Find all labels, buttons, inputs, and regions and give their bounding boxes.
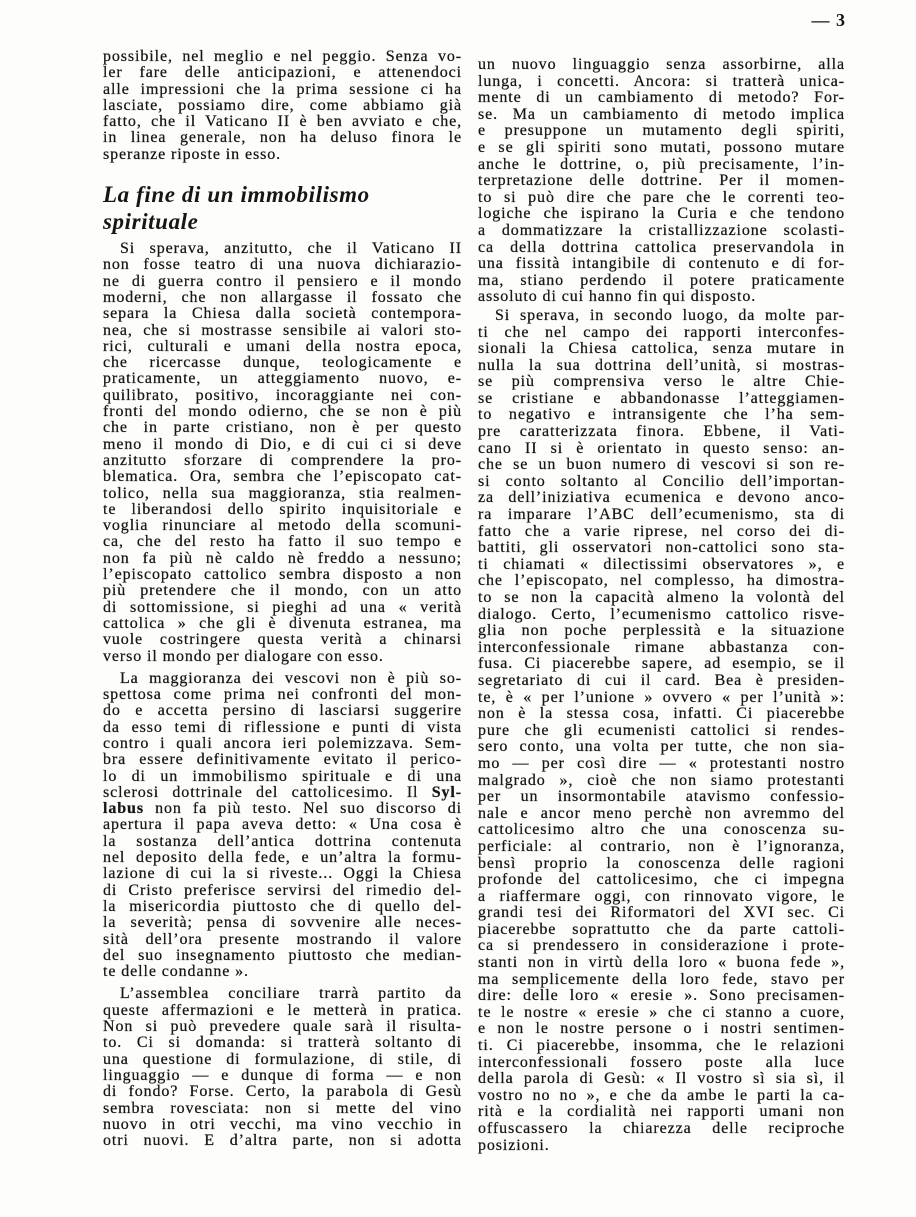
text-line: contro i quali ancora ieri polemizzava. Sem- bbox=[103, 734, 462, 752]
text-line: separa la Chiesa dalla società contempora- bbox=[103, 305, 462, 323]
text-line: praticamente, un atteggiamento nuovo, e- bbox=[103, 370, 462, 388]
text-line: un nuovo linguaggio senza assorbirne, alla bbox=[478, 56, 845, 73]
text-line: assoluto di cui hanno fin qui disposto. bbox=[478, 288, 757, 306]
text-line: ti. Ci piacerebbe, insomma, che le relazioni bbox=[478, 1037, 845, 1055]
text-line: e presuppone un mutamento degli spiriti, bbox=[478, 122, 845, 140]
text-line: nulla la sua dottrina dell’unità, si mostras- bbox=[478, 356, 845, 374]
right-column bbox=[478, 57, 845, 1154]
text-line: una questione di formulazione, di stile, di bbox=[103, 1050, 462, 1068]
paragraph bbox=[478, 57, 845, 306]
text-line: stanti non in virtù della loro « buona fede », bbox=[478, 954, 845, 972]
text-line: nel deposito della fede, e un’altra la formu- bbox=[103, 849, 462, 867]
text-line: anche le dottrine, o, più precisamente, l’in- bbox=[478, 155, 845, 173]
text-line: to si può dire che pare che le correnti teo- bbox=[478, 188, 845, 206]
text-line: sità dell’ora presente mostrando il valore bbox=[103, 930, 462, 948]
text-line: che ricercasse dunque, teologicamente e bbox=[103, 354, 462, 372]
text-line: piacerebbe soprattutto che da parte cattoli- bbox=[478, 920, 845, 938]
text-segment: non fa più testo. Nel suo discorso di bbox=[143, 800, 462, 818]
text-line: possibile, nel meglio e nel peggio. Senza vo- bbox=[103, 48, 462, 65]
text-line: fatto, che il Vaticano II è ben avviato e che, bbox=[103, 113, 462, 131]
text-line: ca, che del resto ha fatto il suo tempo e bbox=[103, 533, 462, 551]
text-line: Si sperava, anzitutto, che il Vaticano II bbox=[120, 240, 462, 258]
text-line: non fosse teatro di una nuova dichiarazio- bbox=[103, 256, 462, 274]
page-number: — 3 bbox=[811, 10, 846, 30]
paragraph bbox=[478, 308, 845, 1154]
text-line: di Cristo preferisce servirsi del rimedio del- bbox=[103, 881, 462, 899]
text-line: otri nuovi. E d’altra parte, non si adotta bbox=[103, 1132, 462, 1150]
text-line: se cristiane e abbandonasse l’atteggiamen- bbox=[478, 389, 845, 407]
text-line: di sottomissione, si pieghi ad una « verità bbox=[103, 598, 462, 616]
text-line: ti chiamati « dilectissimi observatores », e bbox=[478, 555, 845, 573]
text-line: pre caratterizzata finora. Ebbene, il Vati- bbox=[478, 423, 845, 441]
paragraph bbox=[103, 241, 462, 665]
paragraph bbox=[103, 49, 462, 163]
text-line: se più comprensiva verso le altre Chie- bbox=[478, 373, 845, 391]
text-line: non è la stessa cosa, infatti. Ci piacerebbe bbox=[478, 705, 845, 723]
text-line: meno il mondo di Dio, e di cui ci si deve bbox=[103, 435, 462, 453]
text-line: te liberandosi dello spirito inquisitoriale e bbox=[103, 500, 462, 518]
text-line: una fissità intangibile di contenuto e di for- bbox=[478, 255, 845, 273]
text-line: profonde del cattolicesimo, che ci impegna bbox=[478, 871, 845, 889]
text-line: to negativo e intransigente che l’ha sem- bbox=[478, 406, 845, 424]
text-line: te delle condanne ». bbox=[103, 963, 249, 981]
text-line: nuovo in otri vecchi, ma vino vecchio in bbox=[103, 1115, 462, 1133]
text-line: linguaggio — e dunque di forma — e non bbox=[103, 1066, 462, 1084]
text-line: L’assemblea conciliare trarrà partito da bbox=[120, 985, 462, 1003]
text-line: fronti del mondo odierno, che se non è più bbox=[103, 403, 462, 421]
text-line: nea, che si mostrasse sensibile ai valori sto- bbox=[103, 321, 462, 339]
text-line: del suo insegnamento piuttosto che median- bbox=[103, 946, 462, 964]
text-line: più pretendere che il mondo, con un atto bbox=[103, 582, 462, 600]
text-line: bra essere definitivamente evitato il perico- bbox=[103, 751, 462, 769]
text-line: lo di un immobilismo spirituale e di una bbox=[103, 767, 462, 785]
text-line: dire: delle loro « eresie ». Sono precisamen- bbox=[478, 987, 845, 1005]
text-line: a dommatizzare la cristallizzazione scolasti- bbox=[478, 221, 845, 239]
text-line: logiche che ispirano la Curia e che tendono bbox=[478, 205, 845, 223]
text-line: ra imparare l’ABC dell’ecumenismo, sta di bbox=[478, 506, 845, 524]
text-line bbox=[103, 801, 462, 817]
text-line: Non si può prevedere quale sarà il risulta- bbox=[103, 1018, 462, 1036]
section-heading-line: spirituale bbox=[103, 209, 199, 235]
text-line: e se gli spiriti sono mutati, possono mutare bbox=[478, 138, 845, 156]
text-line: cattolicesimo altro che una conoscenza su- bbox=[478, 821, 845, 839]
text-line: la sostanza dell’antica dottrina contenuta bbox=[103, 832, 462, 850]
text-line: ma, stiano perdendo il potere praticamente bbox=[478, 271, 845, 289]
text-line: dialogo. Certo, l’ecumenismo cattolico risve- bbox=[478, 605, 845, 623]
text-line: La maggioranza dei vescovi non è più so- bbox=[120, 669, 462, 687]
text-line: fusa. Ci piacerebbe sapere, ad esempio, se il bbox=[478, 655, 845, 673]
text-segment: sclerosi dottrinale del cattolicesimo. Il bbox=[103, 783, 432, 801]
text-line: apertura il papa aveva detto: « Una cosa è bbox=[103, 816, 462, 834]
text-line: te, è « per l’unione » ovvero « per l’unità »: bbox=[478, 688, 845, 706]
text-line: terpretazione delle dottrine. Per il momen- bbox=[478, 172, 845, 190]
text-line: fatto che a varie riprese, nel corso dei di- bbox=[478, 522, 845, 540]
text-line: za dell’iniziativa ecumenica e devono anco- bbox=[478, 489, 845, 507]
text-line: rici, culturali e umani della nostra epoca, bbox=[103, 337, 462, 355]
text-line: lunga, i concetti. Ancora: si tratterà unica- bbox=[478, 72, 845, 90]
text-line: della parola di Gesù: « Il vostro sì sia sì, il bbox=[478, 1070, 845, 1088]
text-line: ne di guerra contro il pensiero e il mondo bbox=[103, 272, 462, 290]
text-line: e non le nostre persone o i nostri sentimen- bbox=[478, 1020, 845, 1038]
text-line: sembra rovesciata: non si mette del vino bbox=[103, 1099, 462, 1117]
text-line: moderni, che non allargasse il fossato che bbox=[103, 288, 462, 306]
text-line: cano II si è orientato in questo senso: an- bbox=[478, 439, 845, 457]
text-line: sionali la Chiesa cattolica, senza mutare in bbox=[478, 340, 845, 358]
text-line: mo — per così dire — « protestanti nostro bbox=[478, 754, 845, 772]
bold-text: Syl- bbox=[431, 783, 462, 801]
text-line: malgrado », cioè che non siamo protestanti bbox=[478, 771, 845, 789]
text-line: vostro no no », e che da ambe le parti la ca- bbox=[478, 1086, 845, 1104]
text-line: che l’episcopato, nel complesso, ha dimostra- bbox=[478, 572, 845, 590]
text-line: la misericordia piuttosto che di quello del- bbox=[103, 897, 462, 915]
text-line: sero conto, una volta per tutte, che non sia- bbox=[478, 738, 845, 756]
text-line: Si sperava, in secondo luogo, da molte par- bbox=[495, 306, 845, 324]
paragraph bbox=[103, 986, 462, 1149]
text-line: ca della dottrina cattolica preservandola in bbox=[478, 238, 845, 256]
text-line: do e accetta persino di lasciarsi suggerire bbox=[103, 702, 462, 720]
bold-text: labus bbox=[103, 800, 144, 818]
text-line: tolico, nella sua maggioranza, stia realmen- bbox=[103, 484, 462, 502]
text-line: di fondo? Forse. Certo, la parabola di Gesù bbox=[103, 1083, 462, 1101]
text-line: bensì proprio la conoscenza delle ragioni bbox=[478, 854, 845, 872]
text-line: non fa più nè caldo nè freddo a nessuno; bbox=[103, 549, 462, 567]
text-line: verso il mondo per dialogare con esso. bbox=[103, 647, 384, 665]
text-line: nale e ancor meno perchè non avremmo del bbox=[478, 804, 845, 822]
text-line: perficiale: al contrario, non è l’ignoranza, bbox=[478, 837, 845, 855]
text-line: da esso temi di riflessione e punti di vista bbox=[103, 718, 462, 736]
text-line: lasciate, possiamo dire, come abbiamo già bbox=[103, 96, 462, 114]
text-line: te le nostre « eresie » che ci stanno a cuore, bbox=[478, 1003, 845, 1021]
text-line: ca si prendessero in considerazione i prote- bbox=[478, 937, 845, 955]
text-line: vuole costringere questa verità a chinarsi bbox=[103, 631, 462, 649]
text-line: spettosa come prima nei confronti del mon- bbox=[103, 686, 462, 704]
text-line: quilibrato, positivo, incoraggiante nei con- bbox=[103, 386, 462, 404]
section-heading bbox=[103, 181, 462, 235]
text-line: si conto soltanto al Concilio dell’importan- bbox=[478, 472, 845, 490]
text-line: anzitutto sforzare di comprendere la pro- bbox=[103, 451, 462, 469]
text-line: blematica. Ora, sembra che l’episcopato cat- bbox=[103, 468, 462, 486]
text-line: pure che gli ecumenisti cattolici si rendes- bbox=[478, 721, 845, 739]
text-line: ma semplicemente della loro fede, stavo per bbox=[478, 970, 845, 988]
text-line: interconfessionali fossero poste alla luce bbox=[478, 1053, 845, 1071]
text-line: glia non poche perplessità e la situazione bbox=[478, 622, 845, 640]
text-line: mente di un cambiamento di metodo? For- bbox=[478, 89, 845, 107]
text-line: posizioni. bbox=[478, 1136, 550, 1154]
text-line: l’episcopato cattolico sembra disposto a non bbox=[103, 566, 462, 584]
text-line: ler fare delle anticipazioni, e attenendoci bbox=[103, 64, 462, 82]
text-line: in linea generale, non ha deluso finora le bbox=[103, 129, 462, 147]
text-line: a riaffermare oggi, con rinnovato vigore, le bbox=[478, 887, 845, 905]
text-line: queste affermazioni e le metterà in pratica. bbox=[103, 1001, 462, 1019]
text-line: to. Ci si domanda: si tratterà soltanto di bbox=[103, 1034, 462, 1052]
section-heading-line: La fine di un immobilismo bbox=[103, 182, 370, 208]
text-line: che se un buon numero di vescovi si son re- bbox=[478, 456, 845, 474]
text-line bbox=[103, 785, 462, 801]
text-line: che in parte cristiano, non è per questo bbox=[103, 419, 462, 437]
text-line: alle impressioni che la prima sessione ci ha bbox=[103, 80, 462, 98]
text-line: cattolica » che gli è divenuta estranea, ma bbox=[103, 614, 462, 632]
text-line: segretariato di cui il card. Bea è presiden- bbox=[478, 671, 845, 689]
text-line: battiti, gli osservatori non-cattolici sono sta- bbox=[478, 539, 845, 557]
text-line: lazione di cui la si riveste... Oggi la Chiesa bbox=[103, 865, 462, 883]
text-line: to se non la capacità almeno la volontà del bbox=[478, 589, 845, 606]
left-column bbox=[103, 49, 462, 1149]
text-line: ti che nel campo dei rapporti interconfes- bbox=[478, 323, 845, 341]
paragraph bbox=[103, 671, 462, 981]
text-line: speranze riposte in esso. bbox=[103, 145, 282, 163]
text-line: per un insormontabile atavismo confessio- bbox=[478, 788, 845, 806]
text-line: se. Ma un cambiamento di metodo implica bbox=[478, 105, 845, 123]
text-line: voglia rinunciare al metodo della scomuni- bbox=[103, 517, 462, 535]
text-line: grandi tesi dei Riformatori del XVI sec. Ci bbox=[478, 904, 845, 922]
text-line: la severità; pensa di sovvenire alle neces- bbox=[103, 914, 462, 932]
text-line: interconfessionale rimane abbastanza con- bbox=[478, 638, 845, 656]
text-line: offuscassero la chiarezza delle reciproche bbox=[478, 1120, 845, 1137]
text-line: rità e la cordialità nei rapporti umani non bbox=[478, 1103, 845, 1121]
